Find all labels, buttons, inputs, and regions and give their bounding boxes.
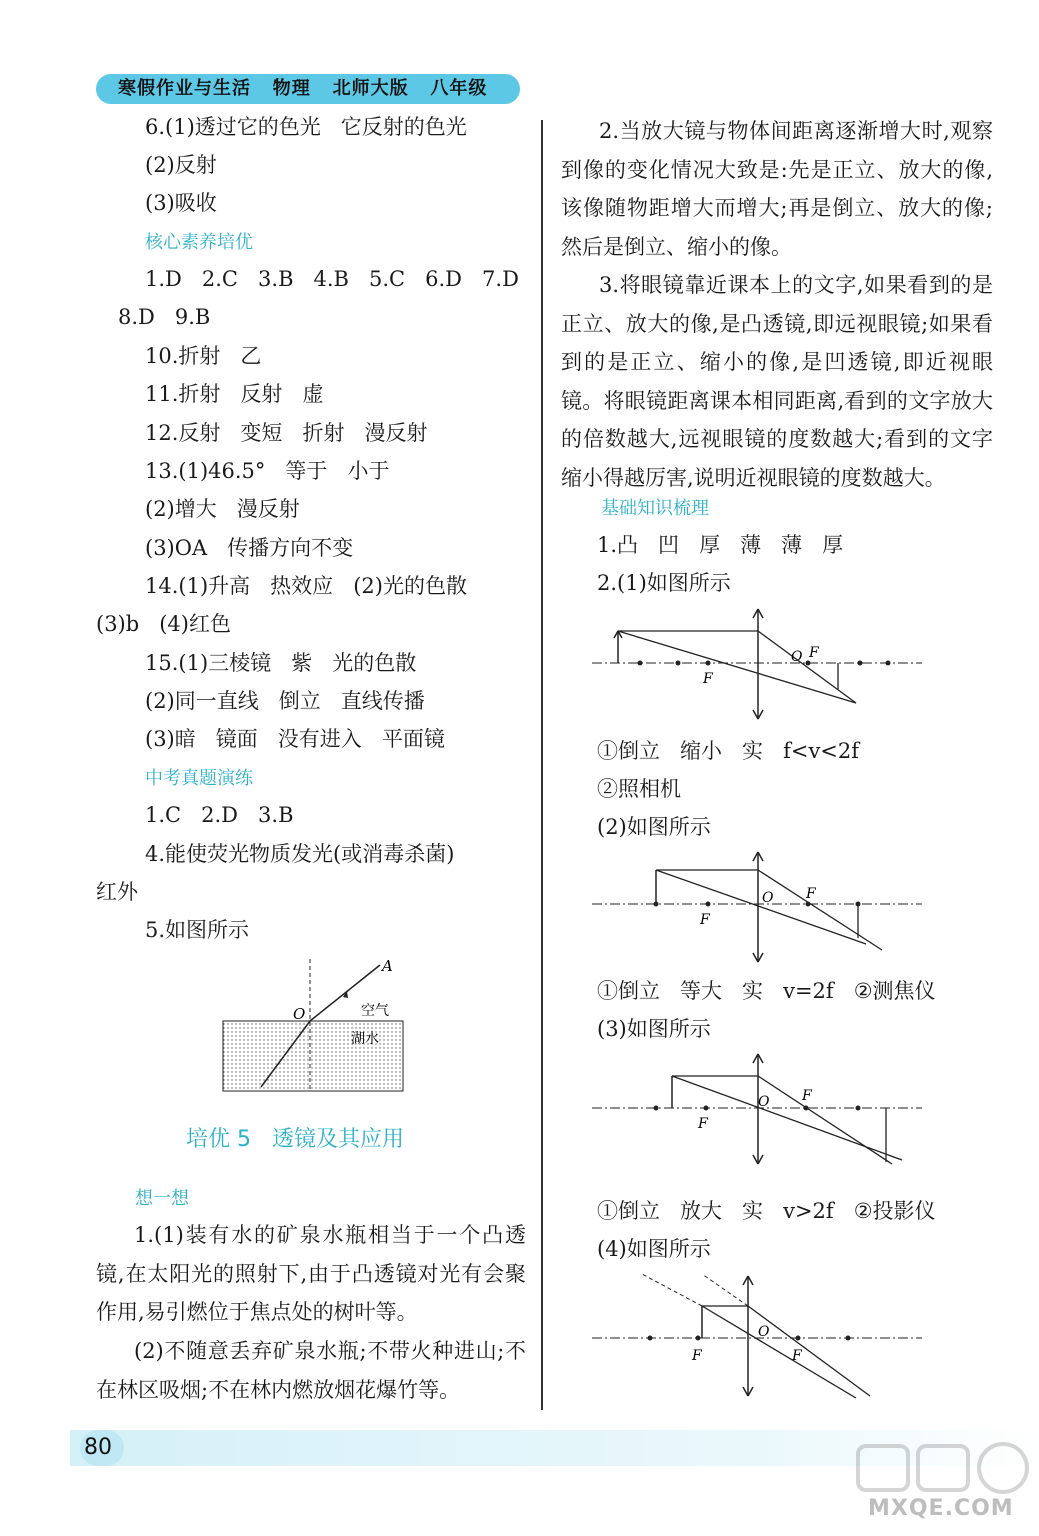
basic-answer-2-3: (3)如图所示 (597, 1017, 711, 1041)
answer-13-3: (3)OA 传播方向不变 (145, 536, 354, 560)
label-F: F (700, 912, 710, 928)
answer-6-line3: (3)吸收 (145, 191, 217, 215)
label-F: F (806, 886, 816, 902)
answer-15-2: (2)同一直线 倒立 直线传播 (145, 689, 425, 713)
lens-diagram-2 (592, 848, 932, 966)
result-2: ①倒立 等大 实 v=2f ②测焦仪 (597, 979, 936, 1003)
answer-6-line2: (2)反射 (145, 153, 217, 177)
exam-answer-4-line2: 红外 (96, 880, 138, 904)
lens-diagram-4 (592, 1270, 932, 1400)
paragraph-3: 3.将眼镜靠近课本上的文字,如果看到的是正立、放大的像,是凸透镜,即远视眼镜;如果看到的是正立、缩小的像,是凹透镜,即近视眼镜。将眼镜距离课本相同距离,看到的文字放大的倍数越大,远视眼镜的度数越大;看到的文字缩小得越厉害,说明近视眼镜的度数越大。 (561, 273, 993, 490)
mc-answers-line1: 1.D 2.C 3.B 4.B 5.C 6.D 7.D (145, 267, 519, 291)
center-ray (618, 631, 856, 703)
focal-point (638, 661, 643, 666)
label-F: F (802, 1088, 812, 1104)
label-O: O (791, 649, 803, 665)
focal-point (676, 661, 681, 666)
virtual-extension (642, 1274, 702, 1306)
focal-point (706, 661, 711, 666)
answer-13-1: 13.(1)46.5° 等于 小于 (145, 459, 390, 483)
paragraph-2: 2.当放大镜与物体间距离逐渐增大时,观察到像的变化情况大致是:先是正立、放大的像,该像随物距增大而增大;再是倒立、放大的像;然后是倒立、缩小的像。 (561, 119, 993, 259)
mc-answers-line2: 8.D 9.B (118, 305, 211, 329)
label-F: F (692, 1348, 702, 1364)
answer-12: 12.反射 变短 折射 漫反射 (145, 421, 428, 445)
focal-point (704, 1106, 709, 1111)
focal-point (856, 1106, 861, 1111)
page-number: 80 (84, 1435, 112, 1460)
focal-point (654, 1106, 659, 1111)
label-O: O (758, 1094, 770, 1110)
watermark-text: MXQE.COM (868, 1496, 1014, 1521)
focal-point (846, 1336, 851, 1341)
focal-point (796, 1336, 801, 1341)
basic-answer-2-4: (4)如图所示 (597, 1237, 711, 1261)
refracted-ray-1 (748, 1306, 870, 1396)
refracted-ray-1 (758, 631, 856, 703)
answer-15-1: 15.(1)三棱镜 紫 光的色散 (145, 651, 417, 675)
section-core-literacy: 核心素养培优 (145, 232, 253, 253)
exam-mc-answers: 1.C 2.D 3.B (145, 803, 294, 827)
label-F: F (792, 1348, 802, 1364)
answer-10: 10.折射 乙 (145, 344, 262, 368)
center-ray (702, 1306, 856, 1398)
think-paragraph-1: 1.(1)装有水的矿泉水瓶相当于一个凸透镜,在太阳光的照射下,由于凸透镜对光有会聚作用,易引燃位于焦点处的树叶等。 (96, 1223, 526, 1324)
label-O: O (758, 1324, 770, 1340)
header-title: 寒假作业与生活 物理 北师大版 八年级 (118, 78, 488, 99)
column-divider (541, 120, 543, 1410)
virtual-extension (702, 1274, 748, 1306)
label-air: 空气 (361, 1003, 389, 1019)
lens-diagram-3 (592, 1050, 932, 1168)
lens-diagram-1 (592, 605, 932, 725)
focal-point (706, 902, 711, 907)
section-basic-knowledge: 基础知识梳理 (601, 498, 709, 519)
answer-6-line1: 6.(1)透过它的色光 它反射的色光 (145, 115, 467, 139)
label-O: O (293, 1005, 306, 1023)
basic-answer-2-1: 2.(1)如图所示 (597, 571, 731, 595)
section-exam-practice: 中考真题演练 (145, 768, 253, 789)
basic-answer-2-2: (2)如图所示 (597, 815, 711, 839)
focal-point (858, 661, 863, 666)
focal-point (806, 661, 811, 666)
answer-11: 11.折射 反射 虚 (145, 382, 324, 406)
answer-14-2: (3)b (4)红色 (96, 612, 231, 636)
answer-15-3: (3)暗 镜面 没有进入 平面镜 (145, 727, 445, 751)
section-think: 想一想 (135, 1188, 189, 1209)
refracted-ray-1 (758, 870, 882, 950)
focal-point (804, 1106, 809, 1111)
result-1: ①倒立 缩小 实 f<v<2f (597, 739, 860, 763)
basic-answer-1: 1.凸 凹 厚 薄 薄 厚 (597, 533, 844, 557)
result-1b: ②照相机 (597, 777, 681, 801)
label-F: F (703, 671, 713, 687)
label-O: O (762, 890, 774, 906)
focal-point (648, 1336, 653, 1341)
think-paragraph-2: (2)不随意丢弃矿泉水瓶;不带火种进山;不在林区吸烟;不在林内燃放烟花爆竹等。 (96, 1339, 526, 1402)
label-water: 湖水 (351, 1031, 379, 1047)
chapter-title: 培优 5 透镜及其应用 (186, 1127, 404, 1152)
refraction-figure (215, 955, 415, 1095)
answer-13-2: (2)增大 漫反射 (145, 497, 300, 521)
result-3: ①倒立 放大 实 v>2f ②投影仪 (597, 1199, 936, 1223)
focal-point (654, 902, 659, 907)
answer-14-1: 14.(1)升高 热效应 (2)光的色散 (145, 574, 467, 598)
label-F: F (698, 1116, 708, 1132)
focal-point (806, 902, 811, 907)
label-A: A (382, 957, 393, 975)
focal-point (886, 661, 891, 666)
refracted-ray-1 (758, 1076, 892, 1164)
exam-answer-4-line1: 4.能使荧光物质发光(或消毒杀菌) (145, 842, 455, 866)
focal-point (856, 902, 861, 907)
focal-point (696, 1336, 701, 1341)
label-F: F (809, 645, 819, 661)
center-ray (656, 870, 866, 944)
exam-answer-5: 5.如图所示 (145, 918, 250, 942)
